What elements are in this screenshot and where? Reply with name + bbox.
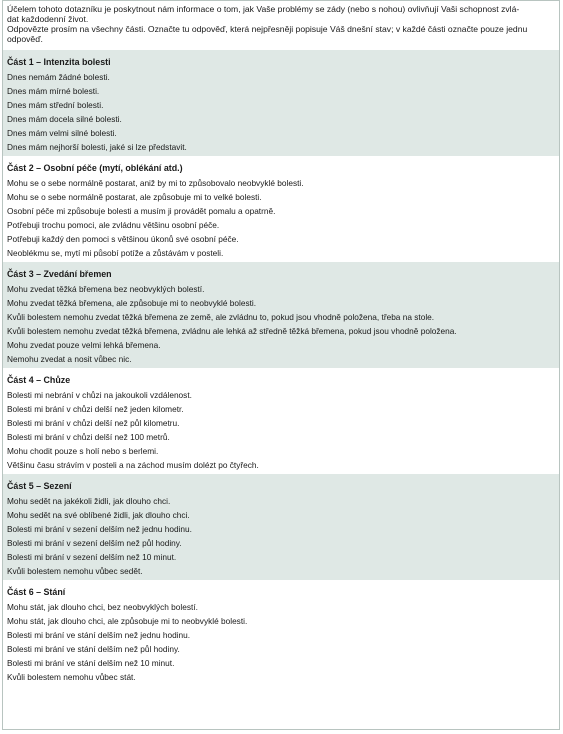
answer-option[interactable]: Bolesti mi brání ve stání delším než půl hodiny. [7, 644, 180, 654]
answer-option[interactable]: Bolesti mi brání v sezení delším než 10 minut. [7, 552, 177, 562]
section-3 [3, 262, 559, 368]
answer-option[interactable]: Dnes mám nejhorší bolesti, jaké si lze představit. [7, 142, 187, 152]
section-1 [3, 50, 559, 156]
answer-option[interactable]: Kvůli bolestem nemohu zvedat těžká břemena ze země, ale zvládnu to, pokud jsou vhodně položena, třeba na stole. [7, 312, 435, 322]
intro-line-2: dat každodenní život. [7, 14, 89, 24]
section-4 [3, 368, 559, 474]
answer-option[interactable]: Dnes nemám žádné bolesti. [7, 72, 110, 82]
answer-option[interactable]: Osobní péče mi způsobuje bolesti a musím ji provádět pomalu a opatrně. [7, 206, 276, 216]
answer-option[interactable]: Dnes mám mírné bolesti. [7, 86, 100, 96]
answer-option[interactable]: Potřebuji každý den pomoci s většinou úkonů své osobní péče. [7, 234, 239, 244]
answer-option[interactable]: Bolesti mi nebrání v chůzi na jakoukoli vzdálenost. [7, 390, 192, 400]
answer-option[interactable]: Mohu se o sebe normálně postarat, ale způsobuje mi to velké bolesti. [7, 192, 262, 202]
answer-option[interactable]: Bolesti mi brání ve stání delším než jednu hodinu. [7, 630, 191, 640]
answer-option[interactable]: Kvůli bolestem nemohu vůbec sedět. [7, 566, 143, 576]
answer-option[interactable]: Mohu stát, jak dlouho chci, ale způsobuje mi to neobvyklé bolesti. [7, 616, 248, 626]
answer-option[interactable]: Mohu zvedat těžká břemena bez neobvyklých bolestí. [7, 284, 205, 294]
intro-text [3, 0, 559, 50]
intro-line-1: Účelem tohoto dotazníku je poskytnout nám informace o tom, jak Vaše problémy se zády (nebo s nohou) ovlivňují Vaši schopnost zvlá- [7, 4, 520, 14]
answer-option[interactable]: Kvůli bolestem nemohu vůbec stát. [7, 672, 136, 682]
intro-line-3: Odpovězte prosím na všechny části. Označte tu odpověď, která nejpřesněji popisuje Váš dnešní stav; v každé části označte pouze jednu odpověď. [7, 24, 528, 44]
section-title: Část 2 – Osobní péče (mytí, oblékání atd.) [7, 163, 183, 173]
answer-option[interactable]: Dnes mám velmi silné bolesti. [7, 128, 117, 138]
answer-option[interactable]: Většinu času strávím v posteli a na záchod musím dolézt po čtyřech. [7, 460, 259, 470]
section-6 [3, 580, 559, 686]
answer-option[interactable]: Potřebuji trochu pomoci, ale zvládnu většinu osobní péče. [7, 220, 220, 230]
answer-option[interactable]: Neoblékmu se, mytí mi působí potíže a zůstávám v posteli. [7, 248, 224, 258]
answer-option[interactable]: Bolesti mi brání v sezení delším než půl hodiny. [7, 538, 182, 548]
sections-container [3, 50, 559, 686]
answer-option[interactable]: Kvůli bolestem nemohu zvedat těžká břemena, zvládnu ale lehká až středně těžká břemena, pokud jsou vhodně položena. [7, 326, 457, 336]
answer-option[interactable]: Bolesti mi brání ve stání delším než 10 minut. [7, 658, 175, 668]
section-2 [3, 156, 559, 262]
answer-option[interactable]: Bolesti mi brání v chůzi delší než 100 metrů. [7, 432, 170, 442]
section-title: Část 5 – Sezení [7, 481, 72, 491]
answer-option[interactable]: Dnes mám docela silné bolesti. [7, 114, 122, 124]
answer-option[interactable]: Bolesti mi brání v sezení delším než jednu hodinu. [7, 524, 192, 534]
answer-option[interactable]: Bolesti mi brání v chůzi delší než půl kilometru. [7, 418, 180, 428]
answer-option[interactable]: Mohu sedět na své oblíbené židli, jak dlouho chci. [7, 510, 190, 520]
section-title: Část 6 – Stání [7, 587, 66, 597]
answer-option[interactable]: Mohu zvedat pouze velmi lehká břemena. [7, 340, 161, 350]
answer-option[interactable]: Dnes mám střední bolesti. [7, 100, 104, 110]
section-title: Část 3 – Zvedání břemen [7, 269, 112, 279]
answer-option[interactable]: Nemohu zvedat a nosit vůbec nic. [7, 354, 132, 364]
answer-option[interactable]: Mohu sedět na jakékoli židli, jak dlouho chci. [7, 496, 171, 506]
section-5 [3, 474, 559, 580]
answer-option[interactable]: Bolesti mi brání v chůzi delší než jeden kilometr. [7, 404, 184, 414]
section-title: Část 1 – Intenzita bolesti [7, 57, 111, 67]
answer-option[interactable]: Mohu se o sebe normálně postarat, aniž by mi to způsobovalo neobvyklé bolesti. [7, 178, 304, 188]
answer-option[interactable]: Mohu stát, jak dlouho chci, bez neobvyklých bolestí. [7, 602, 198, 612]
answer-option[interactable]: Mohu zvedat těžká břemena, ale způsobuje mi to neobvyklé bolesti. [7, 298, 257, 308]
answer-option[interactable]: Mohu chodit pouze s holí nebo s berlemi. [7, 446, 159, 456]
section-title: Část 4 – Chůze [7, 375, 71, 385]
questionnaire-page [3, 0, 559, 686]
